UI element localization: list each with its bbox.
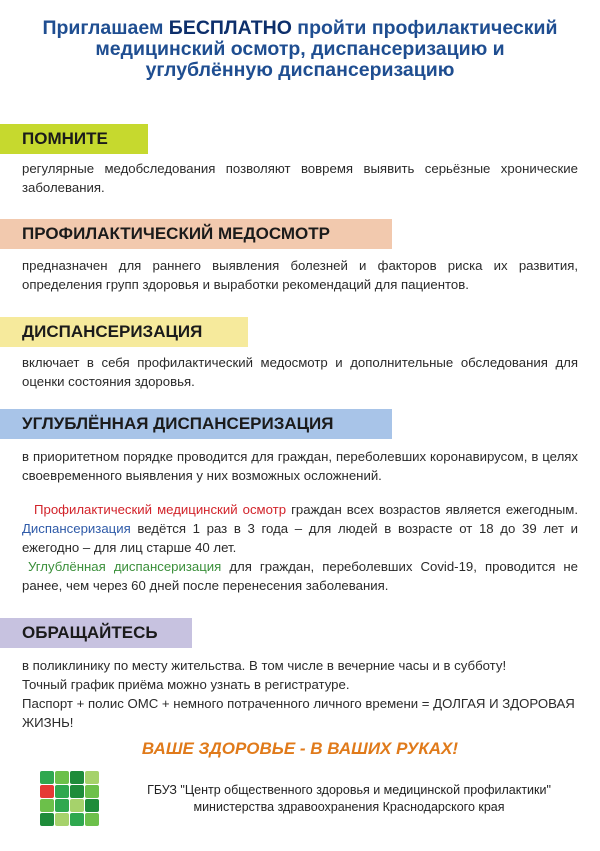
- organization-logo: [40, 771, 102, 827]
- section-text-contact: [22, 656, 578, 732]
- section-text-dispensary: [22, 353, 578, 391]
- deep-highlight: Углублённая диспансеризация: [28, 559, 222, 574]
- dispensary-highlight: Диспансеризация: [22, 521, 131, 536]
- info-paragraph-2: [22, 557, 578, 595]
- logo-tile-icon: [55, 813, 69, 826]
- section-heading-contact: ОБРАЩАЙТЕСЬ: [0, 618, 192, 648]
- info-text-2: ведётся 1 раз в 3 года – для людей в возрасте от 18 до 39 лет и ежегодно – для лиц старше 40 лет.: [22, 521, 578, 555]
- logo-tile-icon: [85, 785, 99, 798]
- title-highlight: БЕСПЛАТНО: [168, 17, 292, 39]
- section-heading-dispensary: ДИСПАНСЕРИЗАЦИЯ: [0, 317, 248, 347]
- section-text-checkup: [22, 256, 578, 294]
- logo-tile-icon: [85, 813, 99, 826]
- info-block: [22, 500, 578, 595]
- logo-tile-icon: [55, 799, 69, 812]
- contact-line-1: в поликлинику по месту жительства. В том числе в вечерние часы и в субботу!: [22, 658, 507, 673]
- dispensary-text: включает в себя профилактический медосмотр и дополнительные обследования для оценки состояния здоровья.: [22, 355, 578, 389]
- logo-tile-icon: [55, 785, 69, 798]
- logo-tile-icon: [85, 799, 99, 812]
- section-text-deep: [22, 447, 578, 485]
- page-title: [40, 18, 560, 81]
- remember-text: регулярные медобследования позволяют вовремя выявить серьёзные хронические заболевания.: [22, 161, 578, 195]
- logo-tile-icon: [85, 771, 99, 784]
- logo-tile-icon: [55, 771, 69, 784]
- logo-tile-icon: [40, 785, 54, 798]
- title-text-start: Приглашаем: [42, 17, 169, 39]
- logo-tile-icon: [70, 813, 84, 826]
- contact-line-3: Паспорт + полис ОМС + немного потраченного личного времени = ДОЛГАЯ И ЗДОРОВАЯ ЖИЗНЬ!: [22, 696, 575, 730]
- organization-name: [118, 782, 580, 816]
- logo-tile-icon: [40, 771, 54, 784]
- logo-tile-icon: [70, 771, 84, 784]
- info-paragraph-1: [22, 500, 578, 557]
- motto: ВАШЕ ЗДОРОВЬЕ - В ВАШИХ РУКАХ!: [141, 739, 459, 758]
- section-text-remember: [22, 159, 578, 197]
- organization-line-2: министерства здравоохранения Краснодарского края: [193, 800, 505, 814]
- organization-line-1: ГБУЗ "Центр общественного здоровья и медицинской профилактики": [147, 783, 551, 797]
- logo-tile-icon: [70, 799, 84, 812]
- section-heading-remember: ПОМНИТЕ: [0, 124, 148, 154]
- logo-tile-icon: [40, 813, 54, 826]
- info-text-1: граждан всех возрастов является ежегодным.: [286, 502, 578, 517]
- title-text-end: пройти профилактический медицинский осмотр, диспансеризацию и углублённую диспансеризацию: [95, 17, 558, 81]
- logo-tile-icon: [70, 785, 84, 798]
- deep-text: в приоритетном порядке проводится для граждан, переболевших коронавирусом, в целях своевременного выявления у них возможных осложнений.: [22, 449, 578, 483]
- logo-tile-icon: [40, 799, 54, 812]
- section-heading-deep: УГЛУБЛЁННАЯ ДИСПАНСЕРИЗАЦИЯ: [0, 409, 392, 439]
- contact-line-2: Точный график приёма можно узнать в регистратуре.: [22, 677, 350, 692]
- info-text-3: для граждан, переболевших Covid-19, проводится не ранее, чем через 60 дней после перенесения заболевания.: [22, 559, 579, 593]
- checkup-text: предназначен для раннего выявления болезней и факторов риска их развития, определения групп здоровья и выработки рекомендаций для пациентов.: [22, 258, 578, 292]
- checkup-highlight: Профилактический медицинский осмотр: [34, 502, 287, 517]
- section-heading-checkup: ПРОФИЛАКТИЧЕСКИЙ МЕДОСМОТР: [0, 219, 392, 249]
